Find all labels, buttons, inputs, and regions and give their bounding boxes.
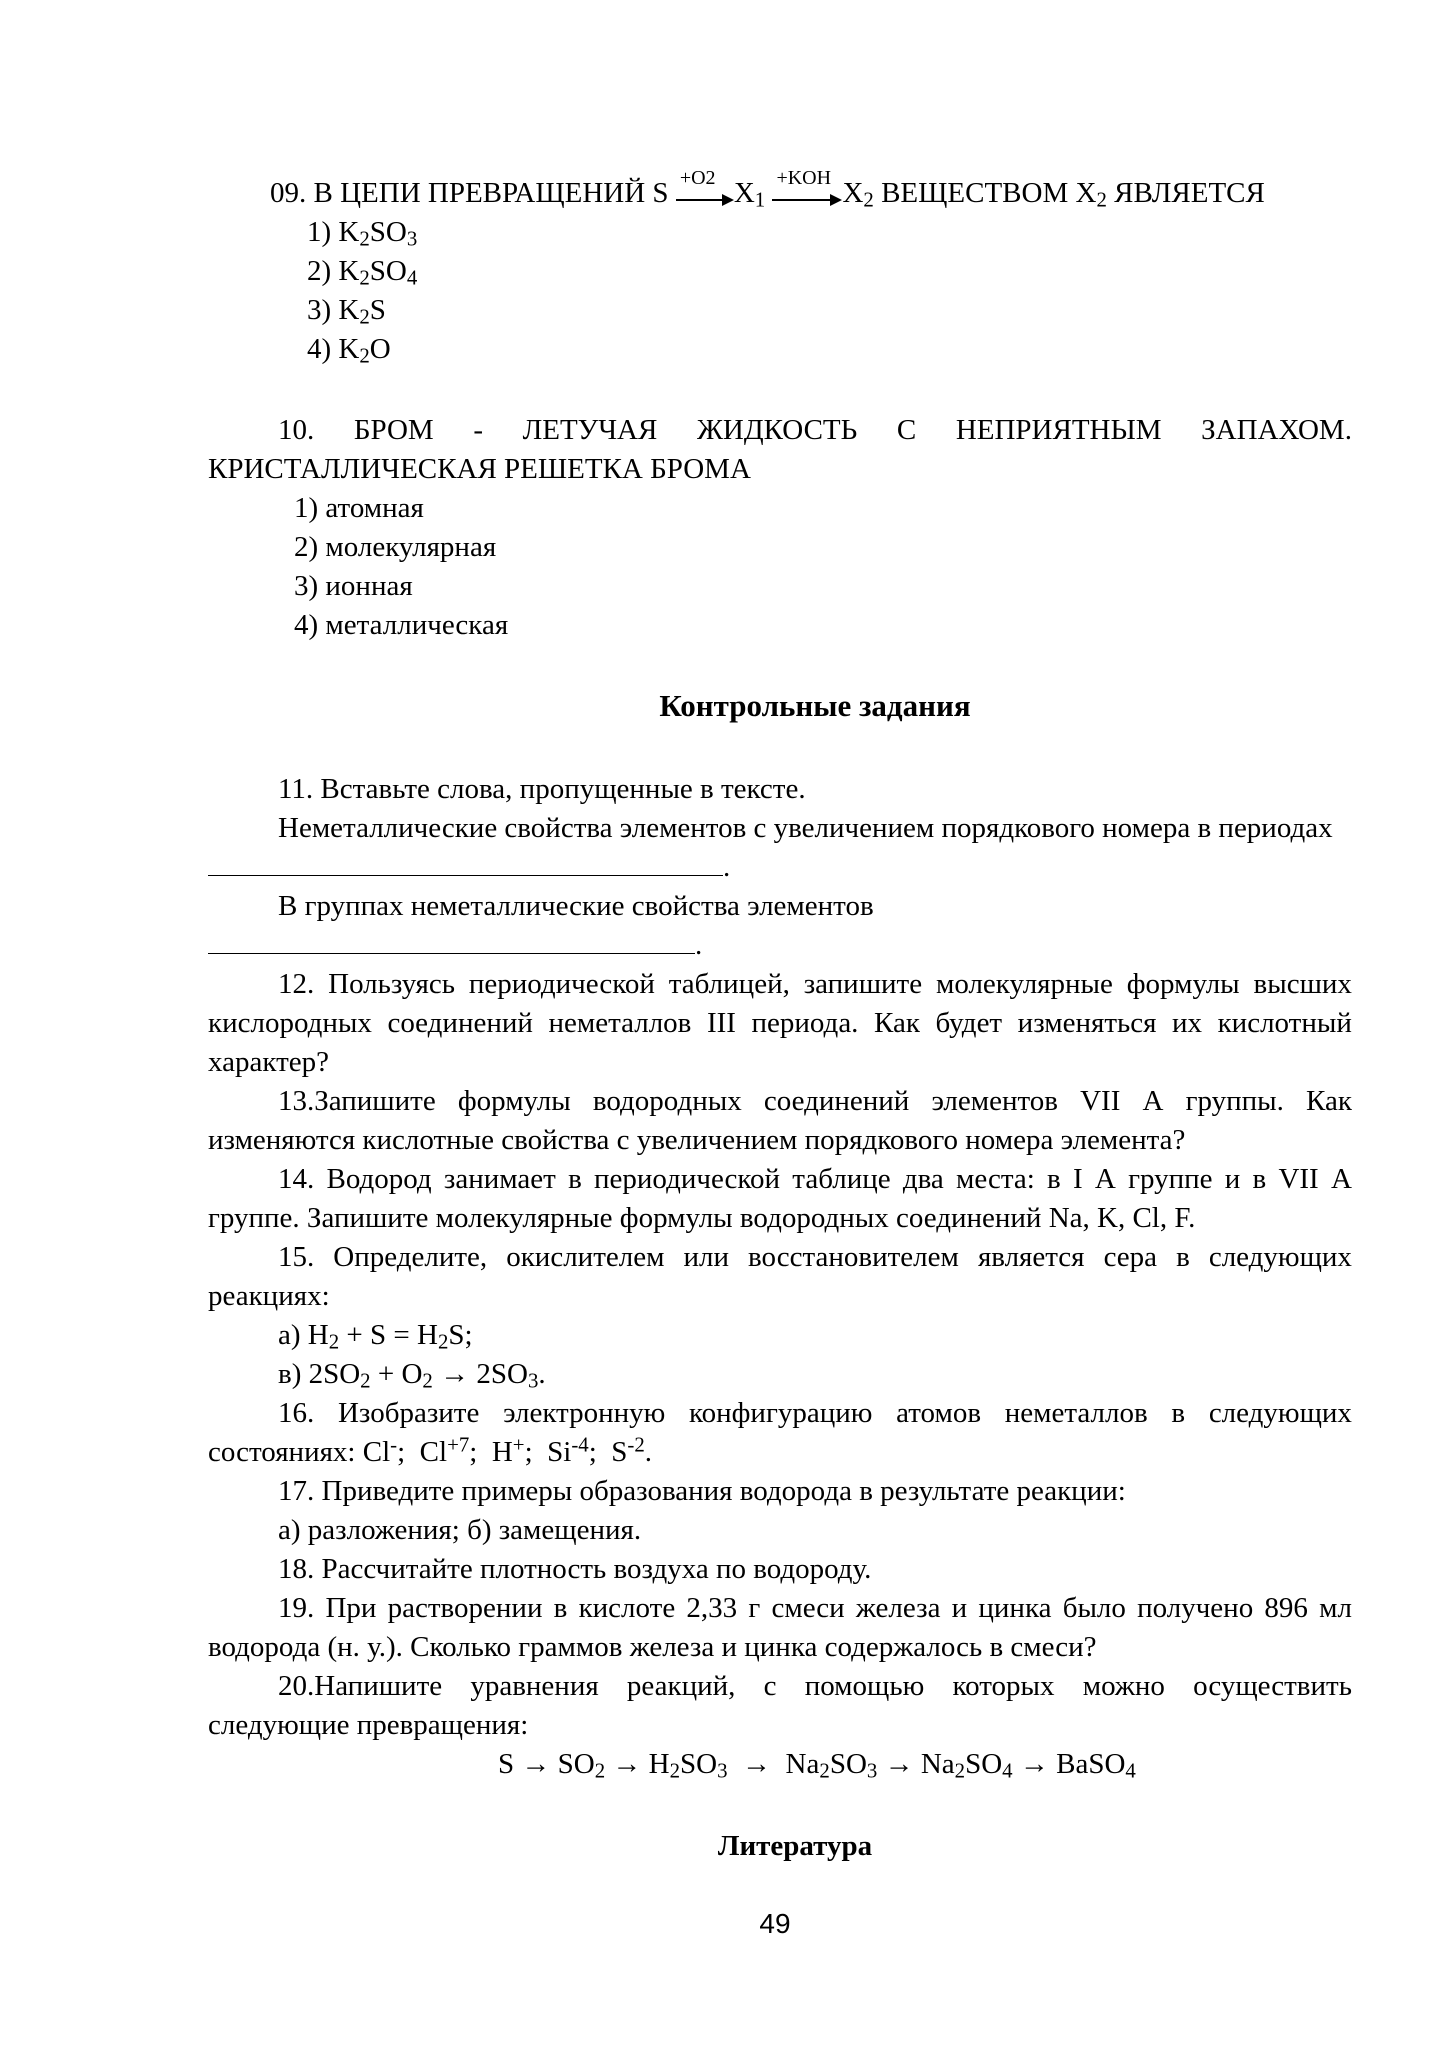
q12-line-2: кислородных соединений неметаллов III периода. Как будет изменяться их кислотный — [208, 1007, 1352, 1039]
q09-option-1: 1) $K_2SO_3$ — [307, 216, 418, 251]
q16-line-2: состояниях: Cl-; $Cl^{+7}$; H+; $Si^{-4}$; $S^{-2}$. — [208, 1432, 653, 1468]
q17-line-2: а) разложения; б) замещения. — [278, 1514, 642, 1546]
answer-blank[interactable] — [208, 927, 695, 954]
q10-option-3: 3) ионная — [294, 570, 413, 602]
q16-line-1: 16. Изобразите электронную конфигурацию атомов неметаллов в следующих — [278, 1397, 1352, 1429]
q20-line-2: следующие превращения: — [208, 1709, 529, 1741]
q11-blank-2[interactable]: . — [208, 926, 702, 964]
section-title: Контрольные задания — [659, 688, 971, 723]
q19-line-1: 19. При растворении в кислоте 2,33 г смеси железа и цинка было получено 896 мл — [278, 1592, 1352, 1624]
q10-line-2: КРИСТАЛЛИЧЕСКАЯ РЕШЕТКА БРОМА — [208, 453, 751, 485]
q17-line-1: 17. Приведите примеры образования водорода в результате реакции: — [278, 1475, 1126, 1507]
q14-line-2: группе. Запишите молекулярные формулы водородных соединений Na, K, Cl, F. — [208, 1202, 1196, 1234]
q18-line: 18. Рассчитайте плотность воздуха по водороду. — [278, 1553, 872, 1585]
q13-line-2: изменяются кислотные свойства с увеличением порядкового номера элемента? — [208, 1124, 1186, 1156]
q11-line-3: В группах неметаллические свойства элементов — [278, 890, 874, 922]
answer-blank[interactable] — [208, 849, 723, 876]
reaction-arrow-1: +O2 — [676, 174, 734, 212]
q15-line-1: 15. Определите, окислителем или восстановителем является сера в следующих — [278, 1241, 1352, 1273]
q15-reaction-b: в) $2SO_2 + O_2 \to 2SO_3$. — [278, 1358, 546, 1393]
q15-line-2: реакциях: — [208, 1280, 330, 1312]
q10-option-2: 2) молекулярная — [294, 531, 497, 563]
q11-line-1: Неметаллические свойства элементов с увеличением порядкового номера в периодах — [278, 812, 1333, 844]
page-number: 49 — [759, 1908, 791, 1939]
reaction-arrow-2: +KOH — [772, 174, 842, 212]
q11-title: 11. Вставьте слова, пропущенные в тексте. — [278, 773, 806, 805]
right-arrow-icon — [772, 194, 842, 206]
literature-title: Литература — [717, 1830, 873, 1862]
q09-option-3: 3) $K_2S$ — [307, 294, 386, 329]
q10-option-1: 1) атомная — [294, 492, 424, 524]
q10-line-1: 10. БРОМ - ЛЕТУЧАЯ ЖИДКОСТЬ С НЕПРИЯТНЫМ ЗАПАХОМ. — [278, 414, 1352, 446]
q20-transformation-chain: $S \to SO_2 \to H_2SO_3 \to Na_2SO_3 \to Na_2SO_4$ → BaSO$_4$ — [498, 1748, 1136, 1783]
q20-line-1: 20.Напишите уравнения реакций, с помощью которых можно осуществить — [278, 1670, 1352, 1702]
q11-blank-1[interactable]: . — [208, 848, 730, 886]
q09-stem: 09. В ЦЕПИ ПРЕВРАЩЕНИЙ S +O2 $X_1$ +KOH $X_2$ ВЕЩЕСТВОМ $X_2$ ЯВЛЯЕТСЯ — [270, 167, 1265, 212]
q13-line-1: 13.Запишите формулы водородных соединений элементов VII А группы. Как — [278, 1085, 1352, 1117]
q12-line-1: 12. Пользуясь периодической таблицей, запишите молекулярные формулы высших — [278, 968, 1352, 1000]
q19-line-2: водорода (н. у.). Сколько граммов железа и цинка содержалось в смеси? — [208, 1631, 1097, 1663]
right-arrow-icon — [676, 194, 734, 206]
q09-option-2: 2) $K_2SO_4$ — [307, 255, 418, 290]
q14-line-1: 14. Водород занимает в периодической таблице два места: в I А группе и в VII А — [278, 1163, 1352, 1195]
q15-reaction-a: а) $H_2 + S = H_2S$; — [278, 1319, 473, 1354]
q09-option-4: 4) $K_2O$ — [307, 333, 391, 368]
q10-option-4: 4) металлическая — [294, 609, 509, 641]
q12-line-3: характер? — [208, 1046, 329, 1078]
